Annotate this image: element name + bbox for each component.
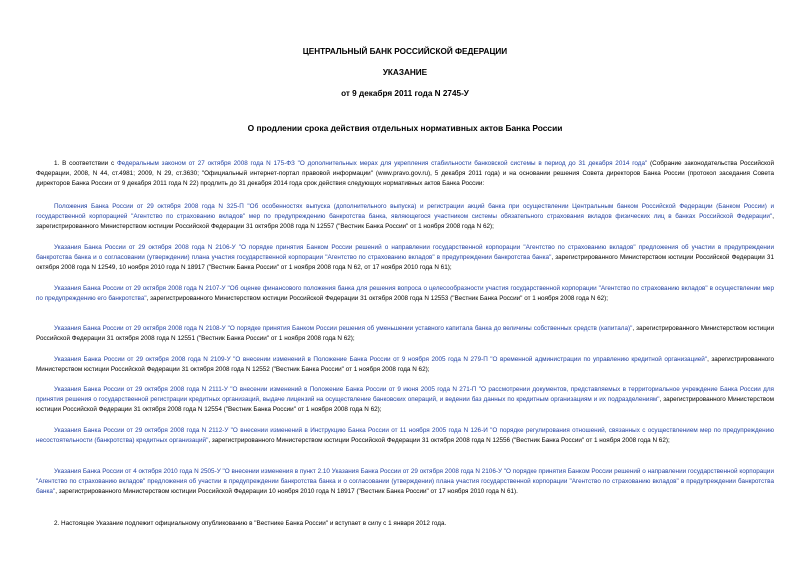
document-type-heading: УКАЗАНИЕ	[382, 68, 428, 77]
paragraph-4	[36, 284, 774, 304]
link-instruction-2106u[interactable]: Указания Банка России от 29 октября 2008 года N 2106-У "О порядке принятия Банком России решений о направлении государственной корпорации "Агентство по страхованию вкладов" предложения об участии в предупреждении банкротства банка и о согласовании (утверждении) плана участия государственной корпорации "Агентство по страхованию вкладов" в предупреждении банкротства банка"	[36, 244, 774, 261]
link-federal-law-175fz[interactable]: Федеральным законом от 27 октября 2008 года N 175-ФЗ "О дополнительных мерах для укрепления стабильности банковской системы в период до 31 декабря 2014 года"	[116, 160, 648, 167]
paragraph-6	[36, 355, 774, 375]
link-instruction-2109u[interactable]: Указания Банка России от 29 октября 2008 года N 2109-У "О внесении изменений в Положение Банка России от 9 ноября 2005 года N 279-П "О временной администрации по управлению кредитной организацией"	[54, 356, 708, 363]
link-instruction-2107u[interactable]: Указания Банка России от 29 октября 2008 года N 2107-У "Об оценке финансового положения банка для решения вопроса о целесообразности участия государственной корпорации "Агентство по страхованию вкладов" в осуществлении мер по предупреждению его банкротства"	[36, 285, 774, 302]
paragraph-5	[36, 324, 774, 344]
paragraph-2	[36, 202, 774, 232]
paragraph-3	[36, 243, 774, 273]
link-instruction-2111u[interactable]: Указания Банка России от 29 октября 2008 года N 2111-У "О внесении изменений в Положение Банка России от 9 июня 2005 года N 271-П "О рассмотрении документов, представляемых в территориальное учреждение Банка России для принятия решения о государственной регистрации кредитных организаций, выдаче лицензий на осуществление банковских операций, и ведении баз данных по кредитным организациям и их подразделениям"	[36, 386, 774, 403]
paragraph-1-text-a: 1. В соответствии с	[54, 160, 117, 167]
paragraph-8	[36, 426, 774, 446]
paragraph-2-text-b: , зарегистрированного Министерством юстиции Российской Федерации 31 октября 2008 года N 12557 ("Вестник Банка России" от 1 ноября 2008 года N 62);	[36, 213, 774, 230]
paragraph-10	[36, 519, 774, 529]
paragraph-8-text-b: , зарегистрированного Министерством юстиции Российской Федерации 31 октября 2008 года N 12556 ("Вестник Банка России" от 1 ноября 2008 года N 62);	[208, 437, 670, 444]
link-instruction-2505u[interactable]: Указания Банка России от 4 октября 2010 года N 2505-У "О внесении изменения в пункт 2.10 Указания Банка России от 29 октября 2008 года N 2106-У "О порядке принятия Банком России решений о направлении государственной корпорации "Агентство по страхованию вкладов" предложения об участии в предупреждении банкротства банка и о согласовании (утверждении) плана участия государственной корпорации "Агентство по страхованию вкладов" в предупреждении банкротства банка"	[36, 468, 774, 495]
paragraph-9-text-b: , зарегистрированного Министерством юстиции Российской Федерации 10 ноября 2010 года N 18917 ("Вестник Банка России" от 17 ноября 2010 года N 61).	[55, 488, 518, 495]
paragraph-5-text-b: , зарегистрированного Министерством юстиции Российской Федерации 31 октября 2008 года N 12551 ("Вестник Банка России" от 1 ноября 2008 года N 62);	[36, 325, 774, 342]
link-instruction-2108u[interactable]: Указания Банка России от 29 октября 2008 года N 2108-У "О порядке принятия Банком России решения об уменьшении уставного капитала банка до величины собственных средств (капитала)"	[54, 325, 633, 332]
paragraph-10-text: 2. Настоящее Указание подлежит официальному опубликованию в "Вестнике Банка России" и вступает в силу с 1 января 2012 года.	[54, 520, 447, 527]
paragraph-1-text-b: (Собрание законодательства Российской Федерации, 2008, N 44, ст.4981; 2009, N 29, ст.3630; "Официальный интернет-портал правовой информации" (www.pravo.gov.ru), 5 декабря 2011 года) и на основании решения Совета директоров Банка России (протокол заседания Совета директоров Банка России от 9 декабря 2011 года N 22) продлить до 31 декабря 2014 года срок действия следующих нормативных актов Банка России:	[36, 160, 774, 187]
link-regulation-325p[interactable]: Положения Банка России от 29 октября 2008 года N 325-П "Об особенностях выпуска (дополнительного выпуска) и регистрации акций банка при осуществлении Центральным банком Российской Федерации (Банком России) и государственной корпорацией "Агентство по страхованию вкладов" мер по предупреждению банкротства банка, являющегося участником системы обязательного страхования вкладов физических лиц в банках Российской Федерации"	[36, 203, 774, 220]
paragraph-7	[36, 385, 774, 415]
paragraph-7-text-b: , зарегистрированного Министерством юстиции Российской Федерации 31 октября 2008 года N 12554 ("Вестник Банка России" от 1 ноября 2008 года N 62);	[36, 396, 774, 413]
document-date-number: от 9 декабря 2011 года N 2745-У	[341, 89, 469, 98]
paragraph-9	[36, 467, 774, 497]
paragraph-4-text-b: , зарегистрированного Министерством юстиции Российской Федерации 31 октября 2008 года N 12553 ("Вестник Банка России" от 1 ноября 2008 года N 62);	[146, 295, 609, 302]
document-title: О продлении срока действия отдельных нормативных актов Банка России	[247, 123, 563, 133]
link-instruction-2112u[interactable]: Указания Банка России от 29 октября 2008 года N 2112-У "О внесении изменений в Инструкцию Банка России от 11 ноября 2005 года N 126-И "О порядке регулирования отношений, связанных с осуществлением мер по предупреждению несостоятельности (банкротства) кредитных организаций"	[36, 427, 774, 444]
issuer-heading: ЦЕНТРАЛЬНЫЙ БАНК РОССИЙСКОЙ ФЕДЕРАЦИИ	[302, 47, 508, 56]
paragraph-6-text-b: , зарегистрированного Министерством юстиции Российской Федерации 31 октября 2008 года N 12552 ("Вестник Банка России" от 1 ноября 2008 года N 62);	[36, 356, 774, 373]
paragraph-1	[36, 159, 774, 189]
paragraph-3-text-b: , зарегистрированного Министерством юстиции Российской Федерации 31 октября 2008 года N 12549, 10 ноября 2010 года N 18917 ("Вестник Банка России" от 1 ноября 2008 года N 62, от 17 ноября 2010 года N 61);	[36, 254, 774, 271]
